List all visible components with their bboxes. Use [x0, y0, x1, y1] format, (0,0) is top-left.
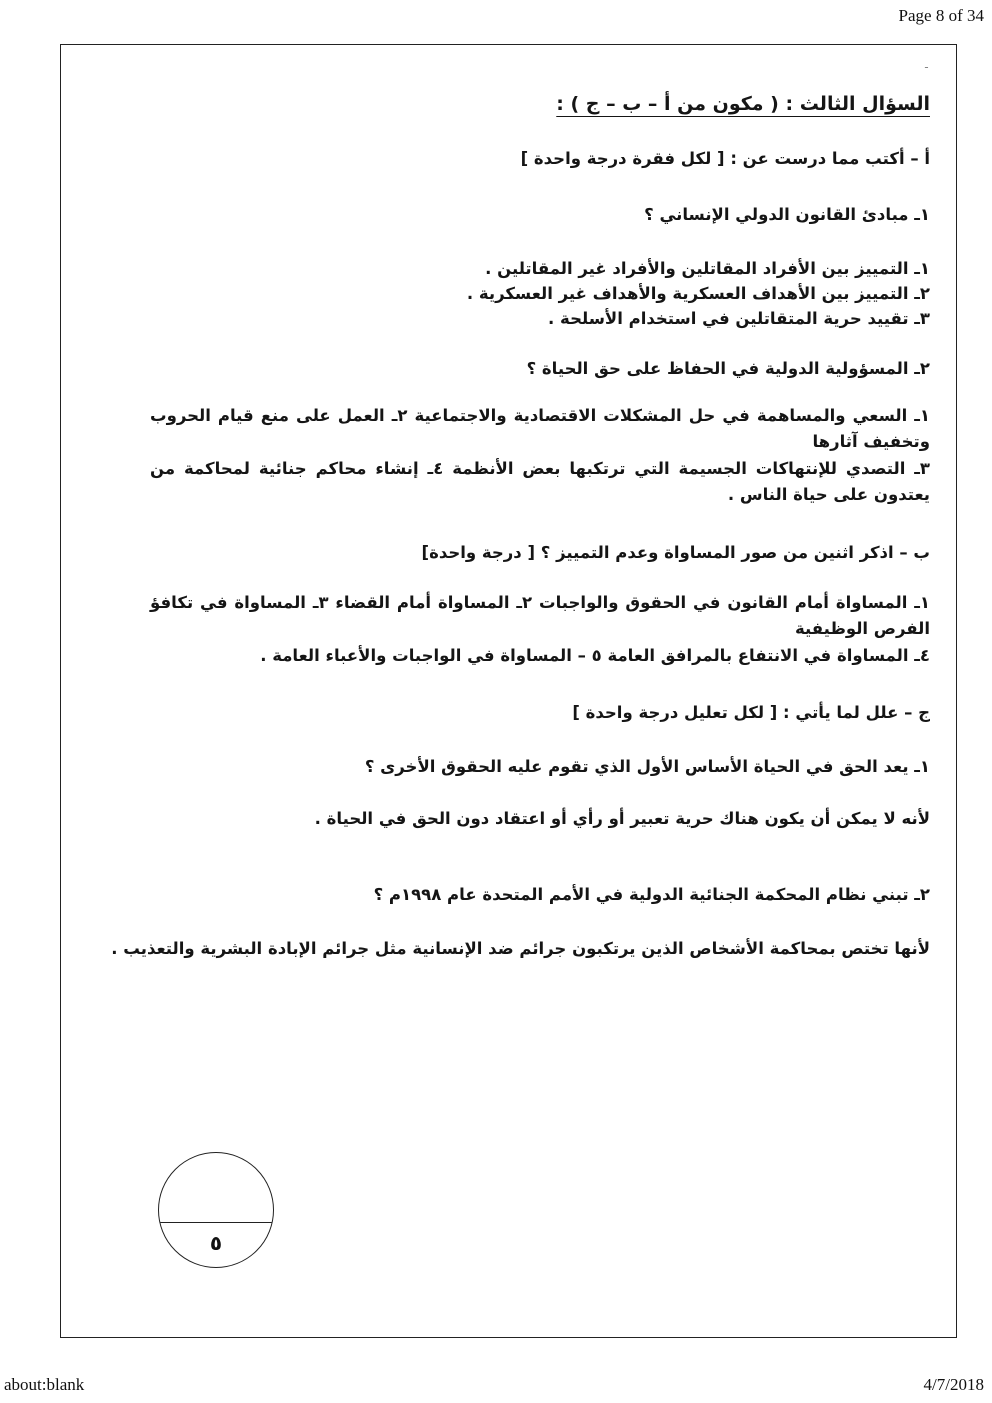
part-c-answer2: لأنها تختص بمحاكمة الأشخاص الذين يرتكبون جرائم ضد الإنسانية مثل جرائم الإبادة البشرية والتعذيب .: [111, 939, 930, 958]
part-a-item1-answer1: ١ـ التمييز بين الأفراد المقاتلين والأفراد غير المقاتلين .: [485, 259, 930, 278]
part-a-instruction: أ – أكتب مما درست عن : [ لكل فقرة درجة واحدة ]: [520, 149, 930, 168]
part-a-item2-answer1: ١ـ السعي والمساهمة في حل المشكلات الاقتصادية والاجتماعية ٢ـ العمل على منع قيام الحروب وتخفيف آثارها: [150, 406, 930, 451]
part-b-answer2: ٤ـ المساواة في الانتفاع بالمرافق العامة ٥ – المساواة في الواجبات والأعباء العامة .: [260, 646, 930, 665]
part-c-question1: ١ـ يعد الحق في الحياة الأساس الأول الذي تقوم عليه الحقوق الأخرى ؟: [364, 757, 930, 776]
footer-url: about:blank: [4, 1375, 85, 1394]
part-a-item2-answer2: ٣ـ التصدي للإنتهاكات الجسيمة التي ترتكبها بعض الأنظمة ٤ـ إنشاء محاكم جنائية لمحاكمة من يعتدون على حياة الناس .: [150, 459, 930, 504]
part-a-item2-question: ٢ـ المسؤولية الدولية في الحفاظ على حق الحياة ؟: [526, 359, 930, 378]
part-b-instruction: ب – اذكر اثنين من صور المساواة وعدم التمييز ؟ [ درجة واحدة]: [421, 543, 930, 562]
score-divider: [159, 1222, 273, 1223]
part-c-answer1: لأنه لا يمكن أن يكون هناك حرية تعبير أو رأي أو اعتقاد دون الحق في الحياة .: [314, 809, 930, 828]
page-frame: [60, 44, 957, 1338]
page-number-label: Page 8 of 34: [898, 6, 984, 25]
part-a-item1-question: ١ـ مبادئ القانون الدولي الإنساني ؟: [644, 205, 930, 224]
score-circle: [158, 1152, 274, 1268]
part-c-question2: ٢ـ تبني نظام المحكمة الجنائية الدولية في الأمم المتحدة عام ١٩٩٨م ؟: [373, 885, 930, 904]
score-mark: ٥: [209, 1231, 223, 1255]
part-b-answer1: ١ـ المساواة أمام القانون في الحقوق والواجبات ٢ـ المساواة أمام القضاء ٣ـ المساواة في تكافؤ الفرص الوظيفية: [150, 593, 930, 638]
part-c-instruction: ج – علل لما يأتي : [ لكل تعليل درجة واحدة ]: [572, 703, 930, 722]
footer-date: 4/7/2018: [923, 1375, 984, 1394]
question-title: السؤال الثالث : ( مكون من أ – ب – ج ) :: [556, 93, 930, 115]
part-a-item1-answer2: ٢ـ التمييز بين الأهداف العسكرية والأهداف غير العسكرية .: [466, 284, 930, 303]
corner-mark: ـ: [925, 60, 928, 71]
part-a-item1-answer3: ٣ـ تقييد حرية المتقاتلين في استخدام الأسلحة .: [548, 309, 930, 328]
